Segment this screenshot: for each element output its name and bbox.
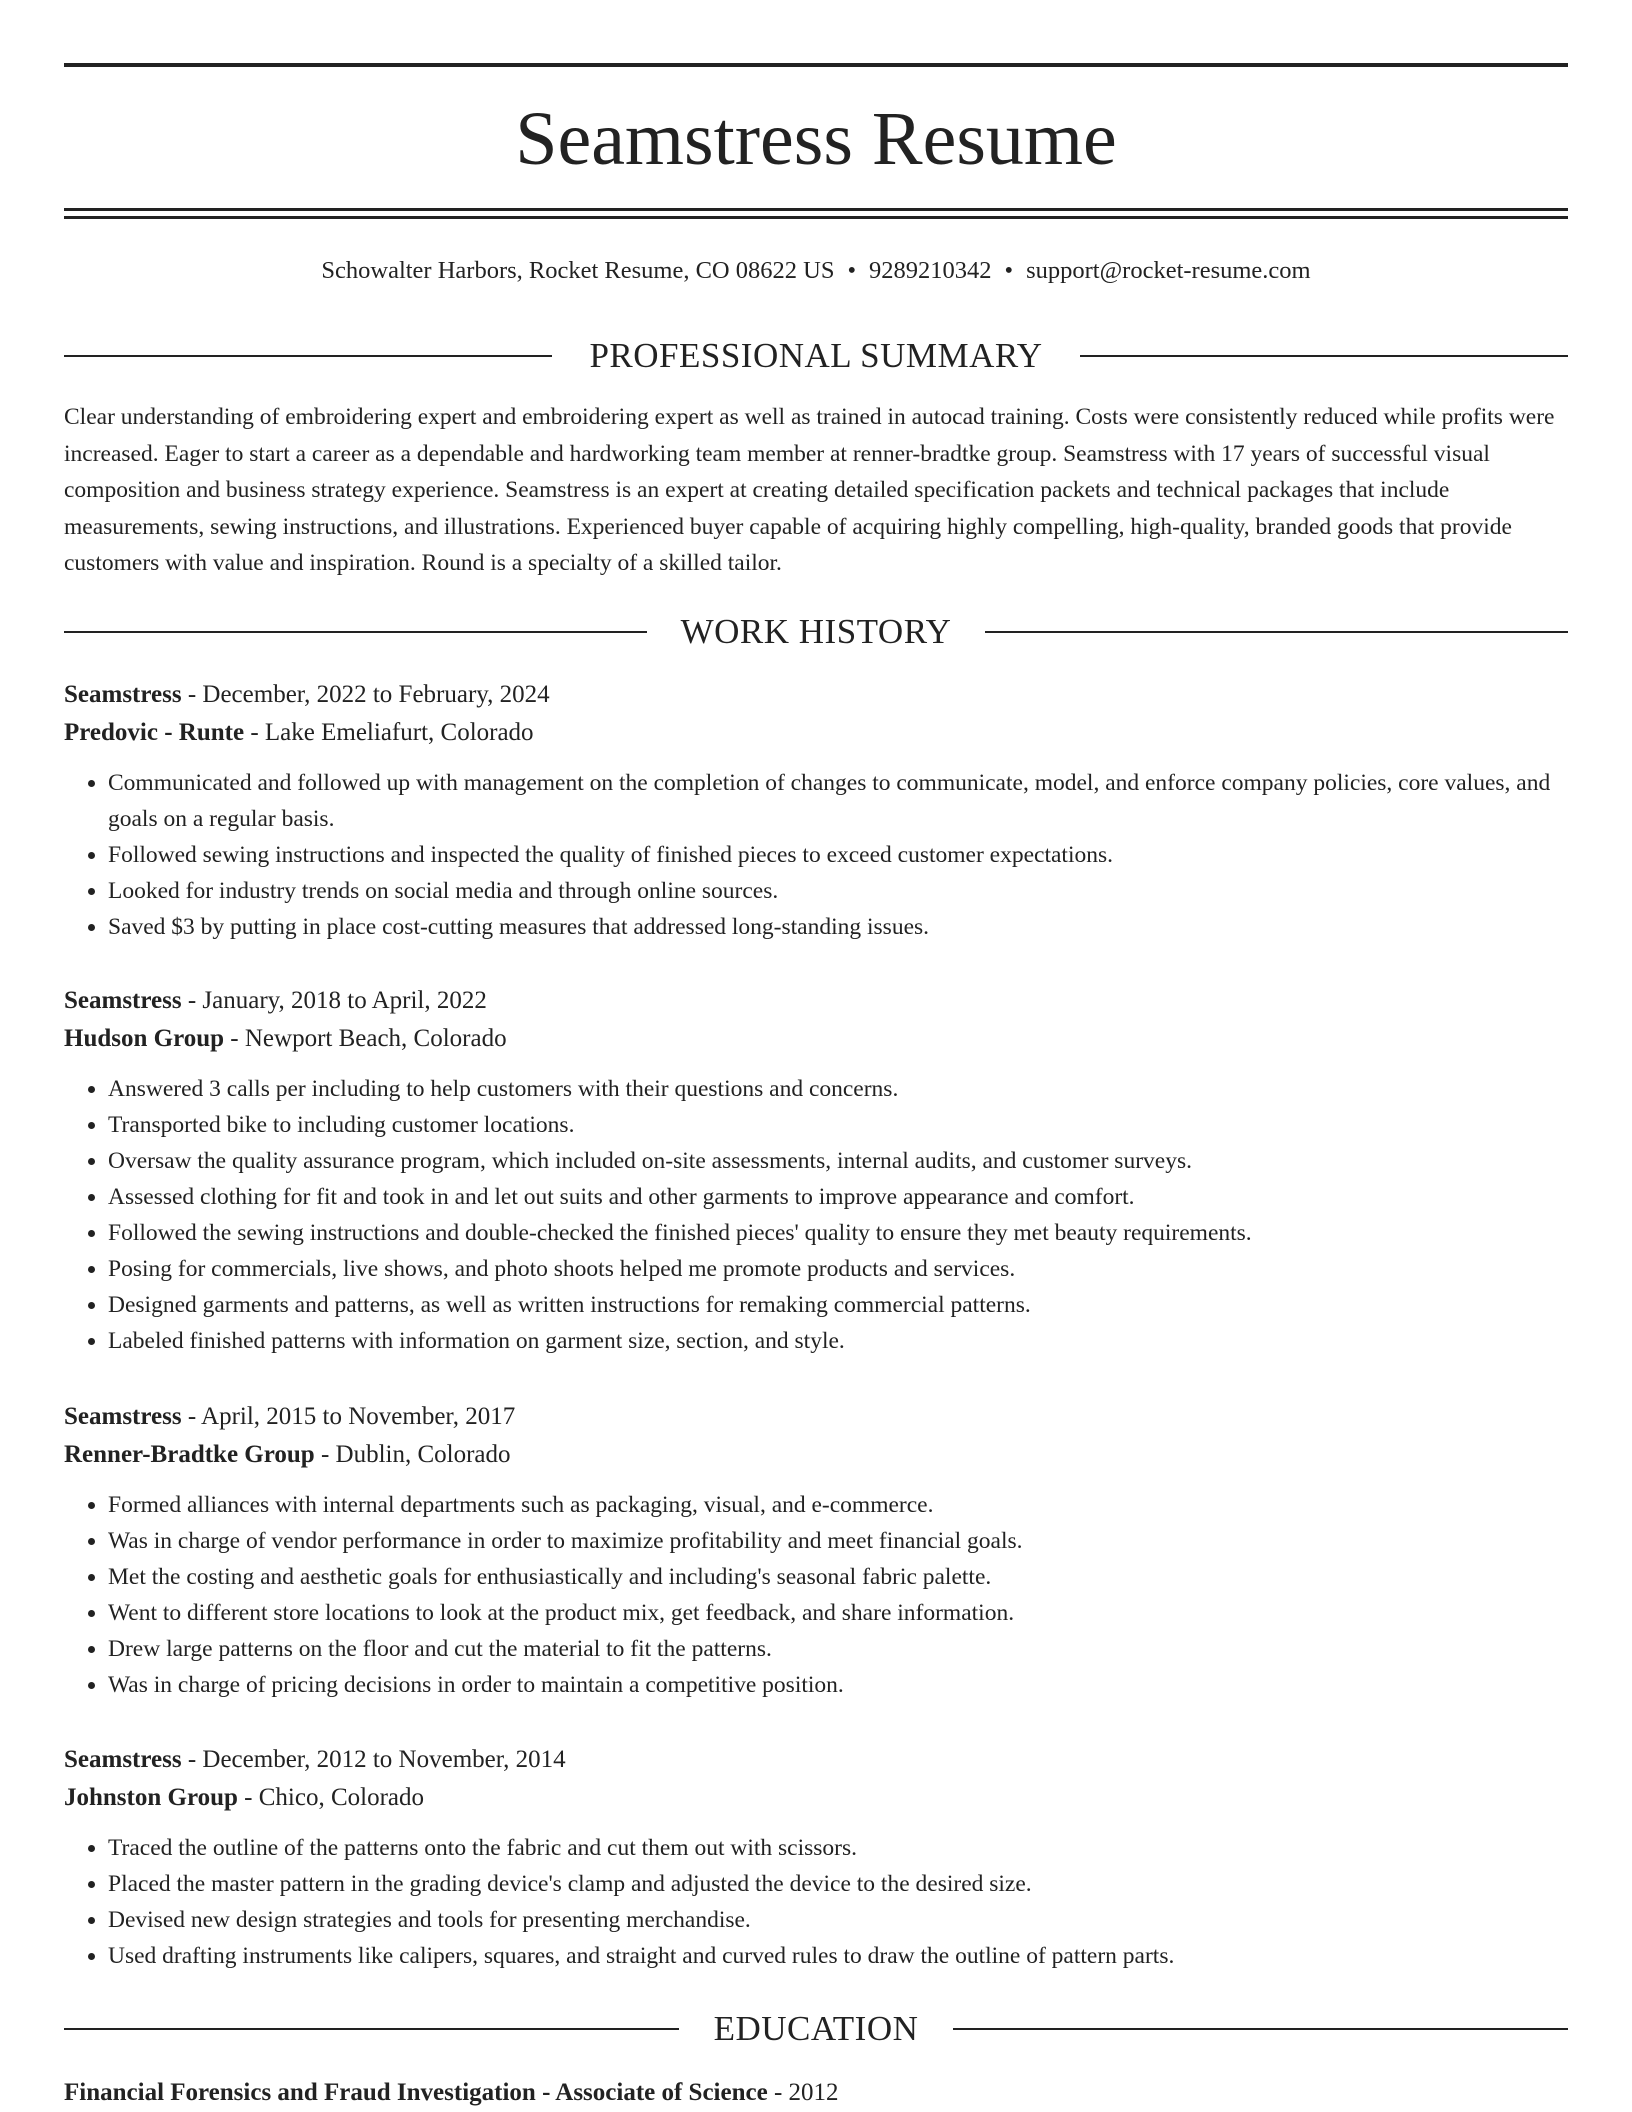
list-item: • Transported bike to including customer locations.: [108, 1107, 1568, 1143]
education-degree: Financial Forensics and Fraud Investigation - Associate of Science: [64, 2079, 768, 2106]
job-location: - Lake Emeliafurt, Colorado: [244, 719, 534, 746]
list-item: • Drew large patterns on the floor and cut the material to fit the patterns.: [108, 1631, 1568, 1667]
job-company: Renner-Bradtke Group: [64, 1441, 315, 1468]
list-item: • Used drafting instruments like calipers, squares, and straight and curved rules to draw the outline of pattern parts.: [108, 1938, 1568, 1974]
list-item: • Met the costing and aesthetic goals for enthusiastically and including's seasonal fabric palette.: [108, 1559, 1568, 1595]
list-item: • Assessed clothing for fit and took in and let out suits and other garments to improve appearance and comfort.: [108, 1179, 1568, 1215]
job-company-line: [64, 1436, 1568, 1474]
job-bullets: [64, 1487, 1568, 1703]
job-bullets: [64, 765, 1568, 945]
job-entry: [64, 1398, 1568, 1703]
education-entry: [64, 2074, 1568, 2112]
list-item: • Posing for commercials, live shows, and photo shoots helped me promote products and services.: [108, 1251, 1568, 1287]
contact-separator: •: [847, 257, 857, 284]
section-title: WORK HISTORY: [680, 612, 952, 651]
list-item: • Devised new design strategies and tools for presenting merchandise.: [108, 1902, 1568, 1938]
job-company-line: [64, 1779, 1568, 1817]
job-dates: - April, 2015 to November, 2017: [181, 1403, 516, 1430]
job-location: - Dublin, Colorado: [314, 1441, 511, 1468]
contact-separator: •: [1004, 257, 1014, 284]
job-title: Seamstress: [64, 987, 182, 1014]
section-heading-education: [64, 2009, 1568, 2049]
title-rule-upper: [64, 208, 1568, 211]
job-dates: - January, 2018 to April, 2022: [181, 987, 487, 1014]
section-title: PROFESSIONAL SUMMARY: [589, 336, 1043, 375]
section-title: EDUCATION: [713, 2009, 919, 2048]
list-item: • Communicated and followed up with management on the completion of changes to communicate, model, and enforce company policies, core values, and goals on a regular basis.: [108, 765, 1568, 837]
top-rule: [64, 63, 1568, 67]
page-title: Seamstress Resume: [515, 97, 1117, 181]
list-item: • Formed alliances with internal departments such as packaging, visual, and e-commerce.: [108, 1487, 1568, 1523]
list-item: • Went to different store locations to look at the product mix, get feedback, and share information.: [108, 1595, 1568, 1631]
job-title-line: [64, 982, 1568, 1020]
job-bullets: [64, 1071, 1568, 1359]
list-item: • Was in charge of vendor performance in order to maximize profitability and meet financial goals.: [108, 1523, 1568, 1559]
job-dates: - December, 2012 to November, 2014: [181, 1746, 566, 1773]
contact-line: [64, 256, 1568, 286]
education-year: - 2012: [767, 2079, 839, 2106]
job-title-line: [64, 1741, 1568, 1779]
job-entry: [64, 1741, 1568, 1974]
contact-email: support@rocket-resume.com: [1026, 257, 1311, 284]
job-dates: - December, 2022 to February, 2024: [181, 681, 550, 708]
title-rule-lower: [64, 216, 1568, 219]
contact-phone: 9289210342: [869, 257, 992, 284]
job-title: Seamstress: [64, 1746, 182, 1773]
section-heading-work-history: [64, 612, 1568, 652]
job-title-line: [64, 1398, 1568, 1436]
job-bullets: [64, 1830, 1568, 1974]
list-item: • Placed the master pattern in the grading device's clamp and adjusted the device to the desired size.: [108, 1866, 1568, 1902]
job-location: - Chico, Colorado: [237, 1784, 425, 1811]
job-company: Johnston Group: [64, 1784, 238, 1811]
job-entry: [64, 676, 1568, 945]
list-item: • Answered 3 calls per including to help customers with their questions and concerns.: [108, 1071, 1568, 1107]
job-company-line: [64, 714, 1568, 752]
list-item: • Saved $3 by putting in place cost-cutting measures that addressed long-standing issues.: [108, 909, 1568, 945]
list-item: • Was in charge of pricing decisions in order to maintain a competitive position.: [108, 1667, 1568, 1703]
list-item: • Looked for industry trends on social media and through online sources.: [108, 873, 1568, 909]
job-entry: [64, 982, 1568, 1359]
list-item: • Followed the sewing instructions and double-checked the finished pieces' quality to ensure they met beauty requirements.: [108, 1215, 1568, 1251]
list-item: • Traced the outline of the patterns onto the fabric and cut them out with scissors.: [108, 1830, 1568, 1866]
job-company: Hudson Group: [64, 1025, 225, 1052]
job-company: Predovic - Runte: [64, 719, 245, 746]
list-item: • Followed sewing instructions and inspected the quality of finished pieces to exceed customer expectations.: [108, 837, 1568, 873]
job-title: Seamstress: [64, 1403, 182, 1430]
summary-text: Clear understanding of embroidering expert and embroidering expert as well as trained in autocad training. Costs were consistently reduced while profits were increased. Eager to start a career as a dependable and hardworking team member at renner-bradtke group. Seamstress with 17 years of successful visual composition and business strategy experience. Seamstress is an expert at creating detailed specification packets and technical packages that include measurements, sewing instructions, and illustrations. Experienced buyer capable of acquiring highly compelling, high-quality, branded goods that provide customers with value and inspiration. Round is a specialty of a skilled tailor.: [64, 404, 1555, 576]
list-item: • Designed garments and patterns, as well as written instructions for remaking commercial patterns.: [108, 1287, 1568, 1323]
contact-address: Schowalter Harbors, Rocket Resume, CO 08622 US: [321, 257, 835, 284]
job-title: Seamstress: [64, 681, 182, 708]
section-heading-summary: [64, 336, 1568, 376]
list-item: • Labeled finished patterns with information on garment size, section, and style.: [108, 1323, 1568, 1359]
job-location: - Newport Beach, Colorado: [224, 1025, 507, 1052]
list-item: • Oversaw the quality assurance program, which included on-site assessments, internal audits, and customer surveys.: [108, 1143, 1568, 1179]
job-title-line: [64, 676, 1568, 714]
job-company-line: [64, 1020, 1568, 1058]
